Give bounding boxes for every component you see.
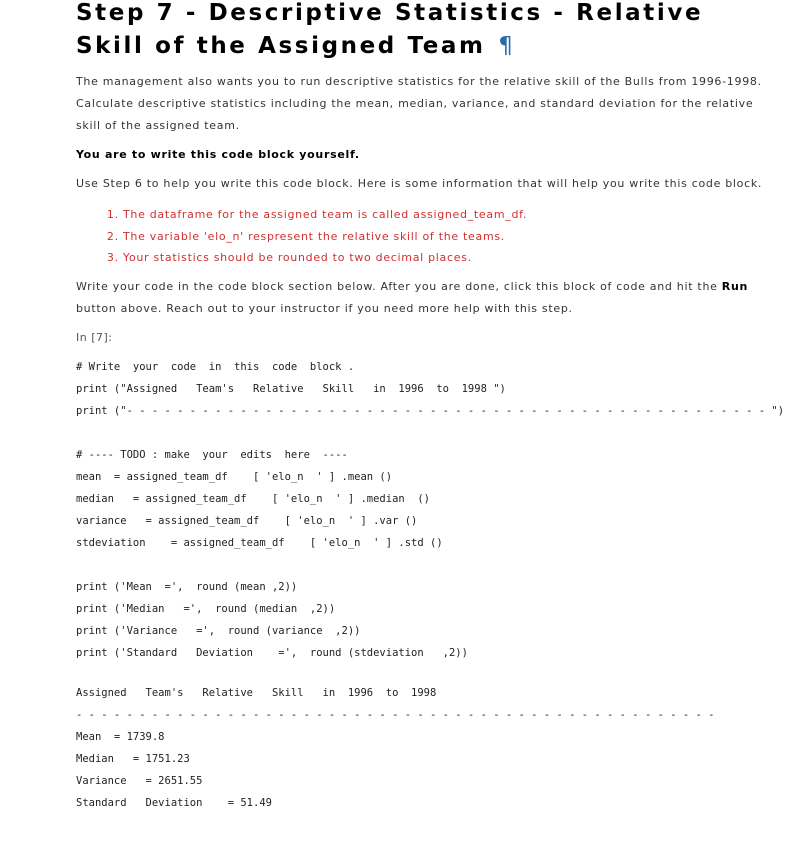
- code-line: median = assigned_team_df [ 'elo_n ' ] .median (): [76, 492, 431, 505]
- input-prompt: In [7]:: [76, 330, 113, 344]
- code-line: mean = assigned_team_df [ 'elo_n ' ] .mean (): [76, 470, 393, 483]
- code-line: variance = assigned_team_df [ 'elo_n ' ] .var (): [76, 514, 418, 527]
- output-line: Variance = 2651.55: [76, 774, 203, 787]
- hint-item: 1. The dataframe for the assigned team is called assigned_team_df.: [123, 204, 766, 226]
- code-line: [76, 554, 766, 576]
- code-line: # ---- TODO : make your edits here ----: [76, 448, 348, 461]
- intro-paragraph: The management also wants you to run descriptive statistics for the relative skill of the Bulls from 1996-1998. Calculate descriptive statistics including the mean, median, variance, and standard deviation for the relative skill of the assigned team.: [76, 75, 762, 132]
- output-line: - - - - - - - - - - - - - - - - - - - - - - - - - - - - - - - - - - - - - - - - - - - - - - - - - - -: [76, 708, 715, 721]
- write-code-text-end: button above. Reach out to your instructor if you need more help with this step.: [76, 301, 573, 315]
- write-code-paragraph: [76, 276, 766, 320]
- code-line: [76, 422, 766, 444]
- code-line: print ('Median =', round (median ,2)): [76, 602, 336, 615]
- output-line: Standard Deviation = 51.49: [76, 796, 272, 809]
- output-line: Mean = 1739.8: [76, 730, 165, 743]
- hint-item: 2. The variable 'elo_n' respresent the relative skill of the teams.: [123, 226, 766, 248]
- run-label: Run: [721, 279, 749, 293]
- output-text: [76, 682, 766, 814]
- output-line: Assigned Team's Relative Skill in 1996 to 1998: [76, 686, 437, 699]
- help-paragraph: Use Step 6 to help you write this code block. Here is some information that will help you write this code block.: [76, 177, 763, 190]
- code-editor[interactable]: [76, 356, 785, 664]
- code-cell[interactable]: [76, 330, 785, 664]
- code-line: print ('Mean =', round (mean ,2)): [76, 580, 298, 593]
- code-line: print ("- - - - - - - - - - - - - - - - - - - - - - - - - - - - - - - - - - - - - - - - - - - - - - - - - - - "): [76, 404, 785, 417]
- cell-heading: [76, 0, 766, 63]
- code-line: stdeviation = assigned_team_df [ 'elo_n ' ] .std (): [76, 536, 443, 549]
- code-line: print ('Variance =', round (variance ,2)): [76, 624, 361, 637]
- heading-line-1: Step 7 - Descriptive Statistics - Relative: [76, 0, 704, 26]
- hint-item: 3. Your statistics should be rounded to two decimal places.: [123, 247, 766, 269]
- anchor-link[interactable]: ¶: [498, 33, 516, 59]
- heading-line-2: Skill of the Assigned Team: [76, 33, 486, 59]
- write-code-text-start: Write your code in the code block section below. After you are done, click this block of code and hit the: [76, 279, 722, 293]
- code-line: # Write your code in this code block .: [76, 360, 355, 373]
- code-line: print ("Assigned Team's Relative Skill in 1996 to 1998 "): [76, 382, 506, 395]
- hint-list: [76, 204, 766, 269]
- code-line: print ('Standard Deviation =', round (stdeviation ,2)): [76, 646, 468, 659]
- markdown-cell[interactable]: [76, 0, 766, 320]
- output-line: Median = 1751.23: [76, 752, 190, 765]
- instruction-bold: You are to write this code block yourself.: [76, 148, 360, 161]
- notebook: [76, 0, 785, 814]
- output-area: [76, 682, 766, 814]
